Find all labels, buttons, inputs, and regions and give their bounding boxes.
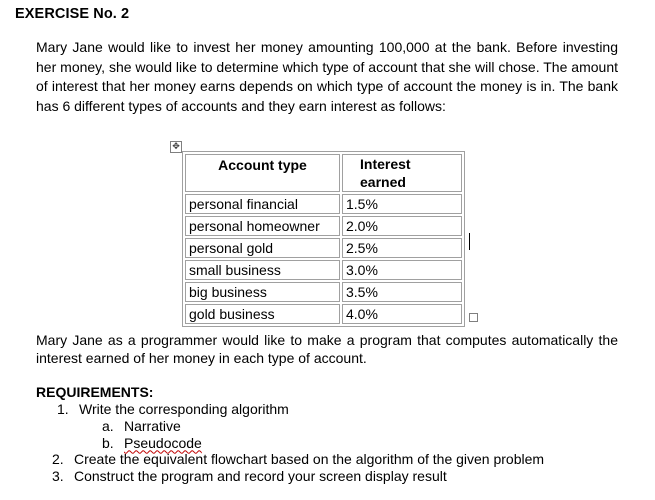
list-number: 1. (57, 401, 69, 417)
requirements-heading: REQUIREMENTS: (36, 384, 154, 400)
list-item (57, 401, 549, 418)
sub-list-item (102, 418, 594, 435)
table-row (185, 304, 462, 324)
account-type-cell: personal financial (185, 194, 340, 214)
header-account-type: Account type (185, 154, 340, 192)
list-number: 3. (52, 468, 64, 485)
list-item (52, 451, 544, 468)
sub-list-item (102, 435, 594, 452)
header-interest-line2: earned (360, 174, 406, 190)
table-row (185, 216, 462, 236)
table-row (185, 194, 462, 214)
table-header-row (185, 154, 462, 192)
sub-list-letter: b. (102, 434, 114, 451)
interest-rate-cell: 3.0% (342, 260, 462, 280)
interest-rate-cell: 4.0% (342, 304, 462, 324)
sub-list-text-spellcheck: Pseudocode (124, 434, 202, 451)
exercise-title: EXERCISE No. 2 (15, 6, 130, 22)
header-interest-line1: Interest (360, 156, 411, 172)
account-type-cell: gold business (185, 304, 340, 324)
sub-list-letter: a. (102, 417, 114, 434)
interest-rate-cell: 2.0% (342, 216, 462, 236)
list-item (52, 468, 544, 485)
program-description: Mary Jane as a programmer would like to make a program that computes automatically the interest earned of her money in each type of account. (36, 332, 618, 366)
interest-rate-cell: 1.5% (342, 194, 462, 214)
problem-description: Mary Jane would like to invest her money amounting 100,000 at the bank. Before investing her money, she would like to determine which type of account that she will chose. The amount of interest that her money earns depends on which type of account the money is in. The bank has 6 different types of accounts and they earn interest as follows: (36, 39, 618, 114)
account-type-cell: personal gold (185, 238, 340, 258)
sub-list-text: Narrative (124, 417, 181, 434)
list-number: 2. (52, 451, 64, 468)
header-interest-earned (342, 154, 462, 192)
table-row (185, 282, 462, 302)
table-row (185, 260, 462, 280)
account-type-cell: personal homeowner (185, 216, 340, 236)
list-text: Construct the program and record your screen display result (74, 468, 447, 485)
list-text: Write the corresponding algorithm (79, 401, 289, 417)
requirements-list (52, 401, 549, 485)
accounts-table (182, 151, 465, 327)
interest-rate-cell: 3.5% (342, 282, 462, 302)
table-resize-handle-icon[interactable] (469, 313, 478, 322)
account-type-cell: small business (185, 260, 340, 280)
list-text: Create the equivalent flowchart based on the algorithm of the given problem (74, 451, 545, 468)
interest-rate-cell: 2.5% (342, 238, 462, 258)
table-move-handle-icon[interactable]: ✥ (170, 141, 182, 153)
account-type-cell: big business (185, 282, 340, 302)
text-cursor (469, 233, 470, 250)
table-row (185, 238, 462, 258)
